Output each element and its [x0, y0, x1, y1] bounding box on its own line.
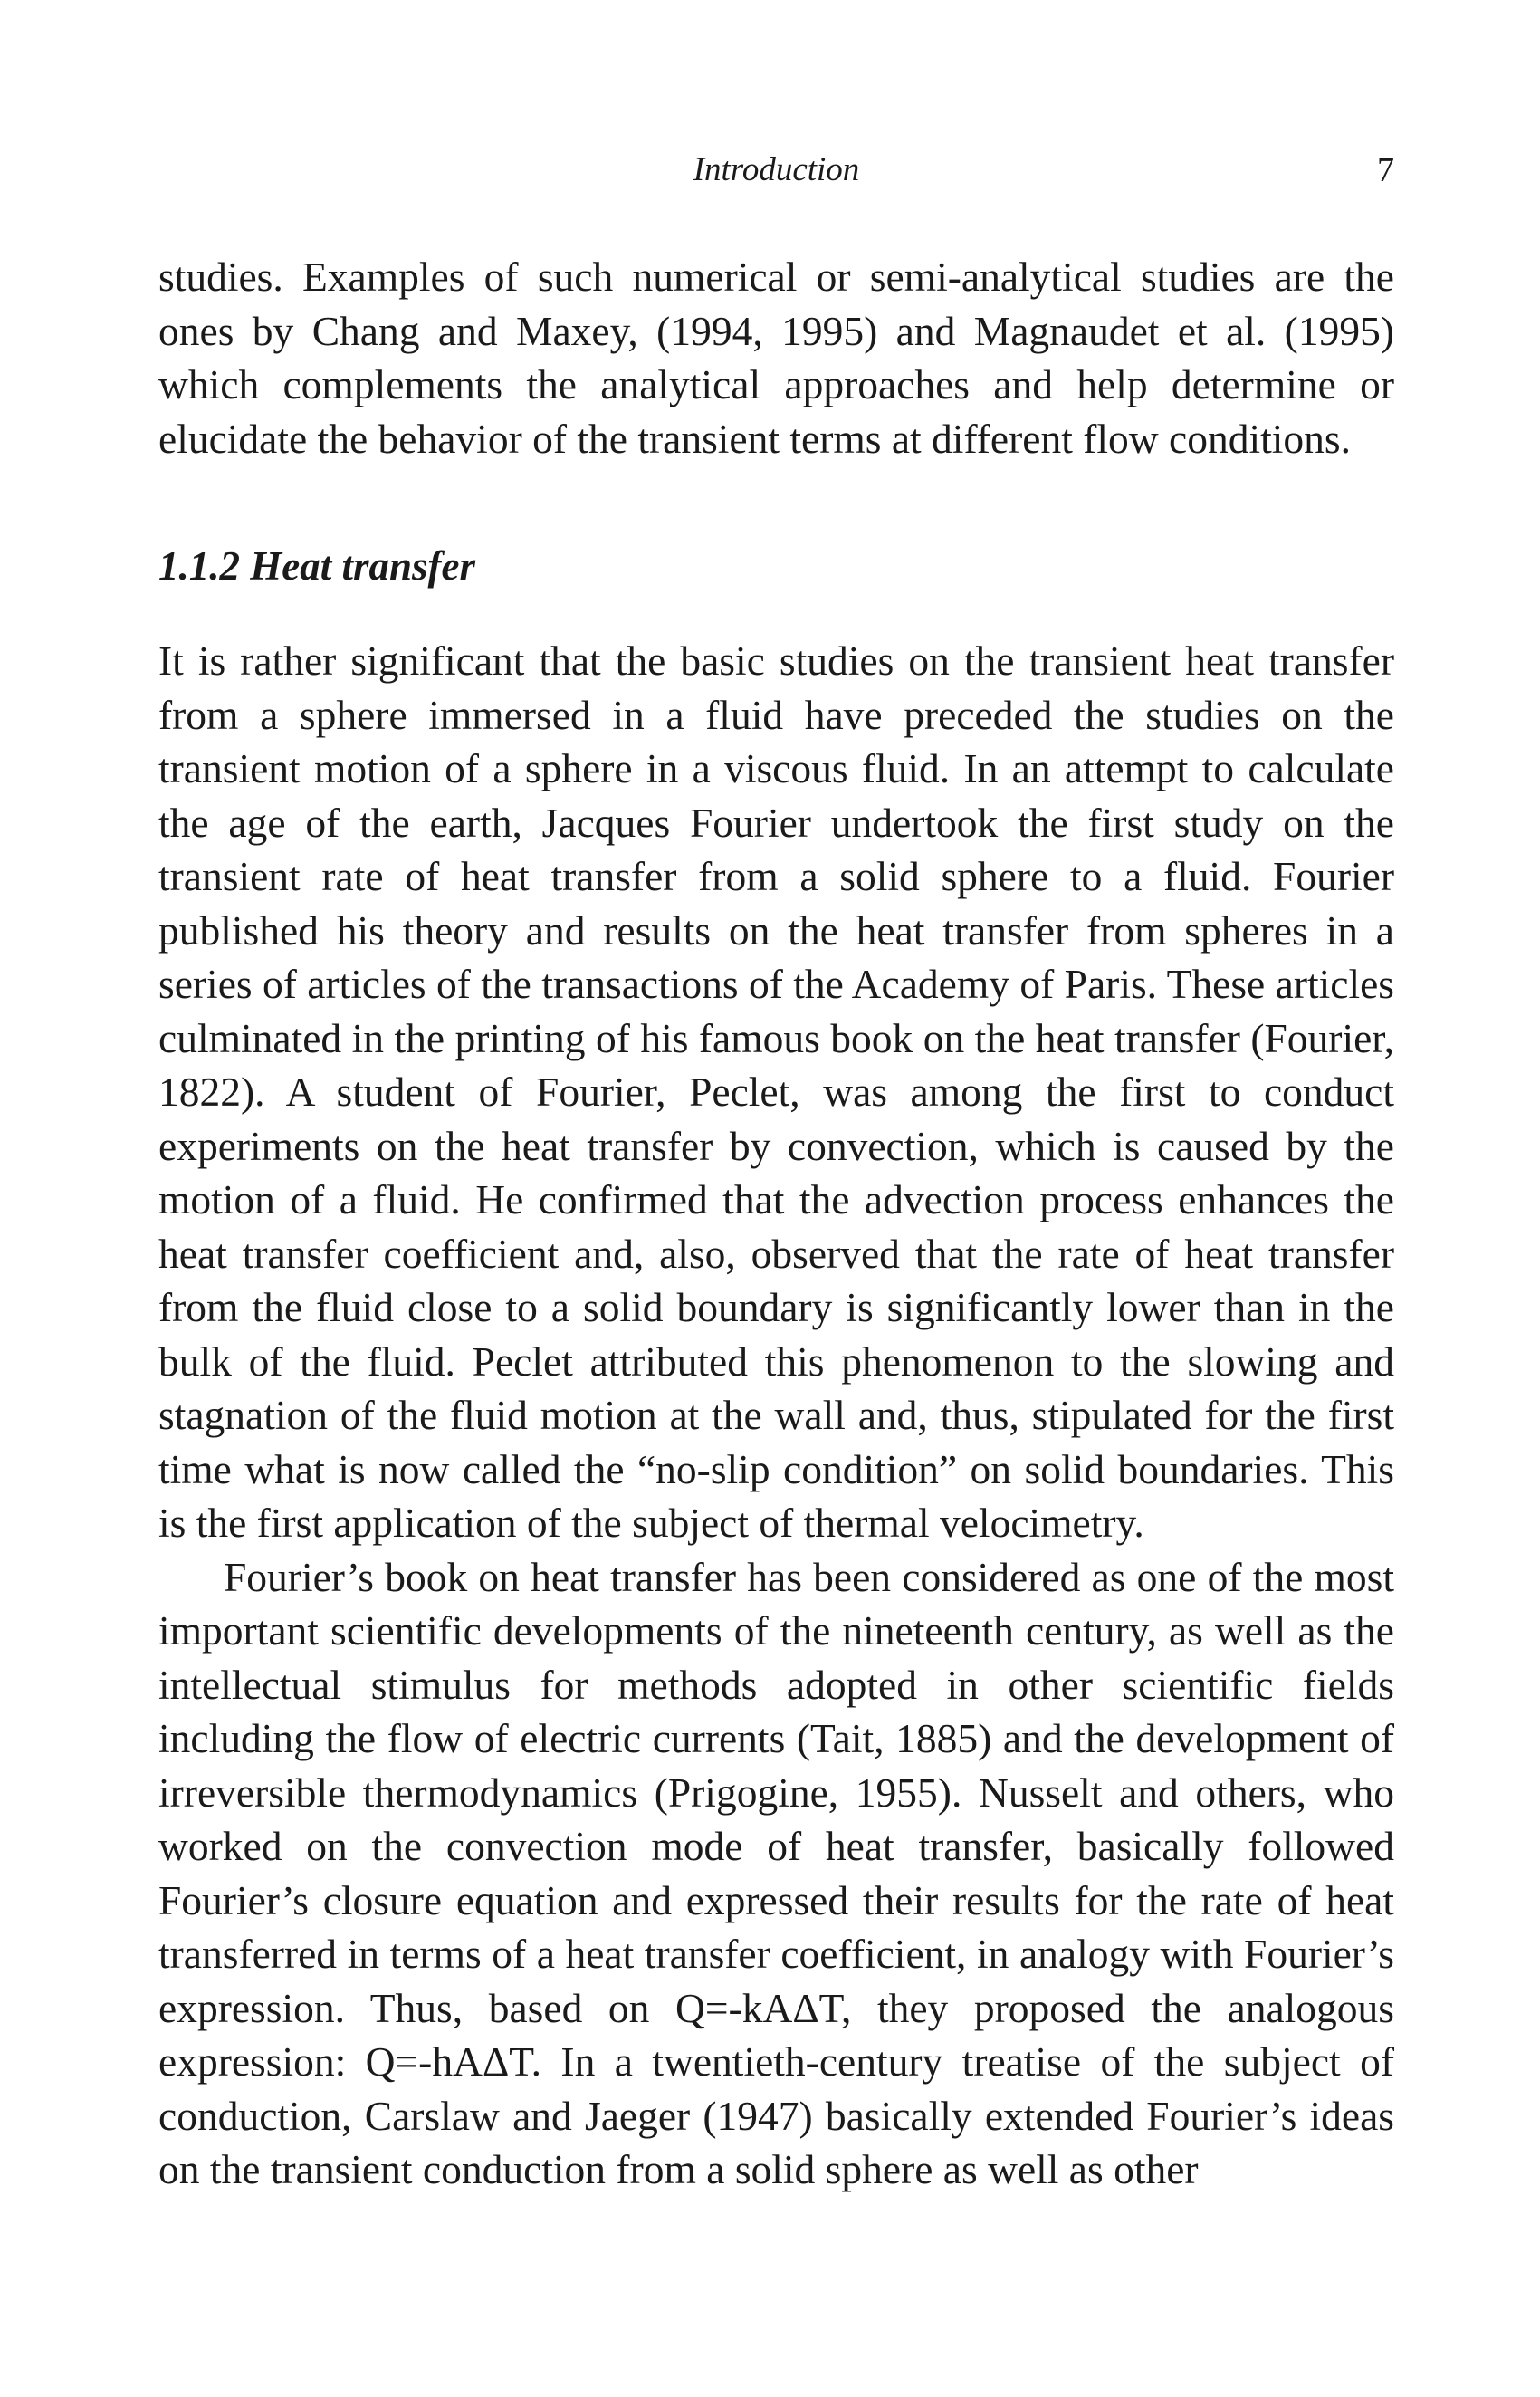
continuation-paragraph-block — [158, 250, 1394, 465]
section-paragraph-2: Fourier’s book on heat transfer has been considered as one of the most important scientific developments of the nineteenth century, as well as the intellectual stimulus for methods adopted in other scientific fields including the flow of electric currents (Tait, 1885) and the development of irreversible thermodynamics (Prigogine, 1955). Nusselt and others, who worked on the convection mode of heat transfer, basically followed Fourier’s closure equation and expressed their results for the rate of heat transferred in terms of a heat transfer coefficient, in analogy with Fourier’s expression. Thus, based on Q=-kAΔT, they proposed the analogous expression: Q=-hAΔT. In a twentieth-century treatise of the subject of conduction, Carslaw and Jaeger (1947) basically extended Fourier’s ideas on the transient conduction from a solid sphere as well as other — [158, 1553, 1394, 2192]
section-heading: 1.1.2 Heat transfer — [158, 543, 476, 589]
continuation-paragraph: studies. Examples of such numerical or semi-analytical studies are the ones by Chang and Maxey, (1994, 1995) and Magnaudet et al. (1995) which complements the analytical approaches and help determine or elucidate the behavior of the transient terms at different flow conditions. — [158, 254, 1394, 462]
section-body — [158, 634, 1394, 2197]
section-paragraph-1: It is rather significant that the basic studies on the transient heat transfer from a sphere immersed in a fluid have preceded the studies on the transient motion of a sphere in a viscous fluid. In an attempt to calculate the age of the earth, Jacques Fourier undertook the first study on the transient rate of heat transfer from a solid sphere to a fluid. Fourier published his theory and results on the heat transfer from spheres in a series of articles of the transactions of the Academy of Paris. These articles culminated in the printing of his famous book on the heat transfer (Fourier, 1822). A student of Fourier, Peclet, was among the first to conduct experiments on the heat transfer by convection, which is caused by the motion of a fluid. He confirmed that the advection process enhances the heat transfer coefficient and, also, observed that the rate of heat transfer from the fluid close to a solid boundary is significantly lower than in the bulk of the fluid. Peclet attributed this phenomenon to the slowing and stagnation of the fluid motion at the wall and, thus, stipulated for the first time what is now called the “no-slip condition” on solid boundaries. This is the first application of the subject of thermal velocimetry. — [158, 638, 1394, 1546]
running-header — [158, 143, 1394, 197]
page-number: 7 — [1377, 151, 1394, 189]
chapter-title: Introduction — [693, 151, 860, 188]
